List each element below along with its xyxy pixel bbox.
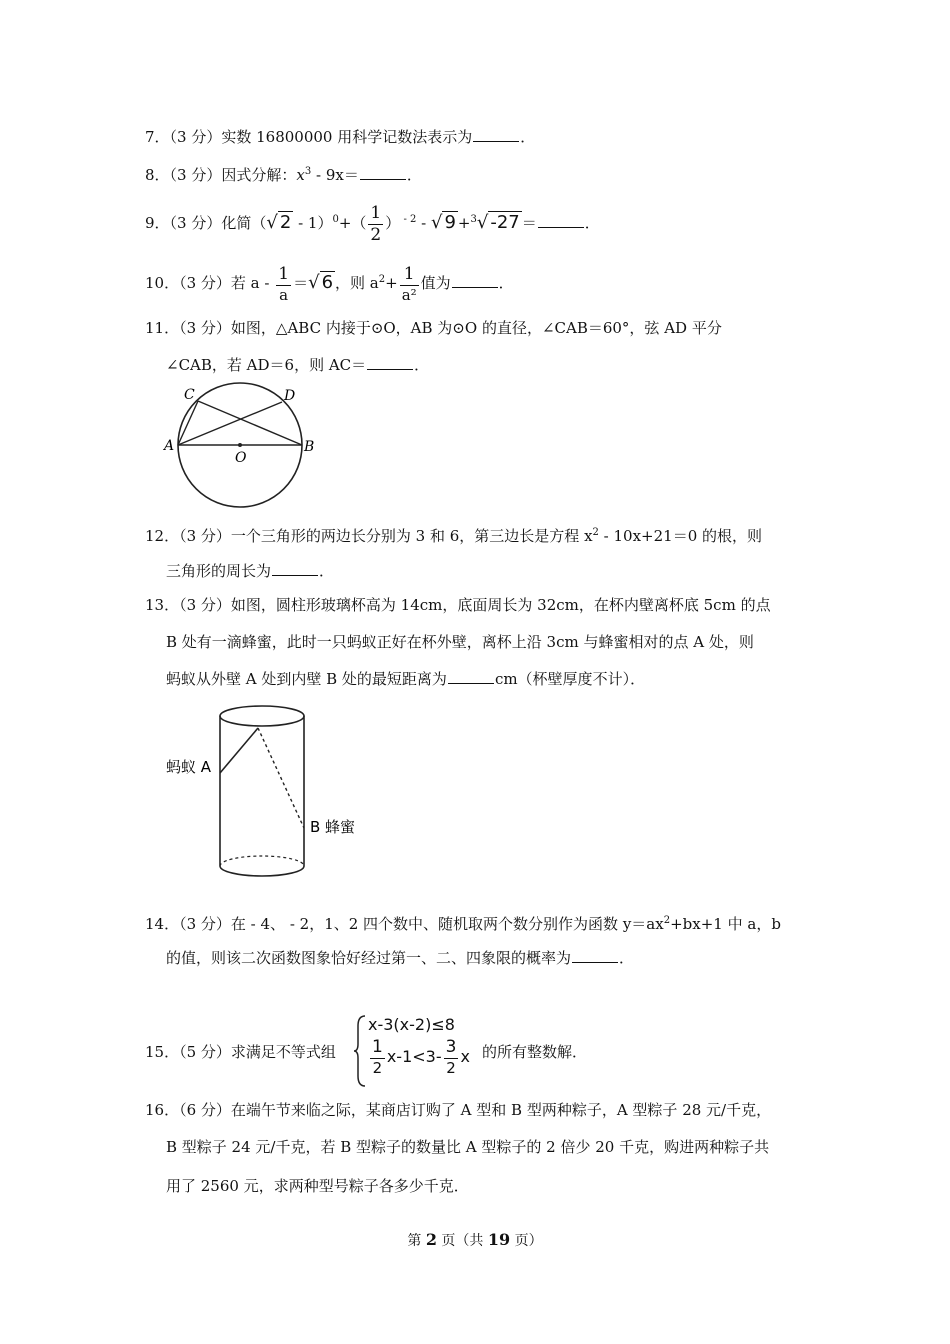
label-a: A <box>164 438 175 454</box>
math-expr: - 9x＝ <box>311 166 359 184</box>
question-score: （6 分） <box>179 1101 231 1119</box>
question-end: ． <box>498 274 514 292</box>
fraction-numerator: 1 <box>370 202 382 223</box>
question-11 <box>145 318 722 338</box>
question-13 <box>145 595 771 615</box>
question-14-line-2 <box>166 948 634 968</box>
answer-blank <box>452 273 498 288</box>
fraction <box>276 263 291 304</box>
circle-figure <box>160 380 330 510</box>
answer-blank <box>360 165 406 180</box>
question-text: cm（杯壁厚度不计）． <box>494 670 646 688</box>
sqrt-sign: √ <box>476 212 489 233</box>
math-expr: +（ <box>338 214 367 232</box>
fraction-numerator: 1 <box>278 263 290 284</box>
inequality-1: x-3(x-2)≤8 <box>368 1015 455 1034</box>
question-9 <box>145 202 600 244</box>
question-text: 用了 2560 元，求两种型号粽子各多少千克． <box>166 1177 469 1195</box>
radicand: 2 <box>279 212 292 233</box>
question-end: ． <box>584 214 600 232</box>
question-text: ∠CAB，若 AD＝6，则 AC＝ <box>166 356 367 374</box>
cylinder-figure <box>160 700 380 890</box>
question-score: （3 分） <box>179 274 231 292</box>
math-expr: ） <box>385 214 401 232</box>
radicand: -27 <box>490 212 520 233</box>
question-end: ． <box>406 166 422 184</box>
fraction-denominator: 2 <box>446 1059 456 1077</box>
question-number: 16． <box>145 1101 180 1119</box>
exponent: 2 <box>378 274 386 285</box>
sqrt-sign: √ <box>308 272 320 293</box>
math-expr: x-1<3- <box>386 1047 442 1066</box>
question-score: （5 分） <box>179 1043 231 1061</box>
question-13-line-2 <box>166 632 754 652</box>
page-number: 2 <box>425 1230 437 1249</box>
question-number: 11． <box>145 319 180 337</box>
question-12-line-2 <box>166 561 334 581</box>
footer-text: 页） <box>510 1233 543 1249</box>
question-11-line-2 <box>166 355 429 375</box>
fraction-denominator: 2 <box>372 1059 383 1077</box>
math-expr: - 1） <box>293 214 333 232</box>
answer-blank <box>538 213 584 228</box>
question-number: 15． <box>145 1043 180 1061</box>
exponent: - 2 <box>400 214 417 225</box>
cylinder-top <box>220 706 304 726</box>
question-text: B 处有一滴蜂蜜，此时一只蚂蚁正好在杯外壁，离杯上沿 3cm 与蜂蜜相对的点 A 处，则 <box>166 633 754 651</box>
question-10 <box>145 260 514 303</box>
math-expr: + <box>457 214 471 232</box>
question-text: 的值，则该二次函数图象恰好经过第一、二、四象限的概率为 <box>166 949 572 967</box>
answer-blank <box>473 127 519 142</box>
answer-blank <box>448 669 494 684</box>
question-text: 蚂蚁从外壁 A 处到内壁 B 处的最短距离为 <box>166 670 447 688</box>
cylinder-bottom-front <box>220 866 304 876</box>
question-score: （3 分） <box>179 596 231 614</box>
chord-ad <box>178 402 282 445</box>
math-expr: + <box>385 274 398 292</box>
question-score: （3 分） <box>179 915 231 933</box>
exponent: 0 <box>332 214 339 225</box>
question-score: （3 分） <box>169 214 222 232</box>
exponent: 2 <box>663 915 671 926</box>
question-15 <box>145 1042 336 1062</box>
question-score: （3 分） <box>169 166 222 184</box>
exponent: 3 <box>304 166 312 177</box>
question-end: ． <box>319 562 335 580</box>
fraction-denominator: 2 <box>370 224 382 245</box>
question-text: 如图，△ABC 内接于⊙O，AB 为⊙O 的直径，∠CAB＝60°，弦 AD 平分 <box>230 319 722 337</box>
label-b: B <box>304 439 315 455</box>
math-var: x <box>296 166 305 184</box>
question-text: 化简（ <box>221 214 267 232</box>
fraction-denominator: a <box>279 285 289 304</box>
fraction <box>400 263 419 304</box>
question-8 <box>145 162 422 185</box>
question-text: B 型粽子 24 元/千克，若 B 型粽子的数量比 A 型粽子的 2 倍少 20 千克，购进两种粽子共 <box>166 1138 770 1156</box>
question-text: 求满足不等式组 <box>230 1043 336 1061</box>
question-text: 如图，圆柱形玻璃杯高为 14cm，底面周长为 32cm，在杯内壁离杯底 5cm 的点 <box>230 596 771 614</box>
sqrt-sign: √ <box>430 212 443 233</box>
question-score: （3 分） <box>169 128 222 146</box>
page-footer <box>0 1230 950 1250</box>
brace-icon <box>352 1014 368 1088</box>
question-number: 10． <box>145 274 180 292</box>
math-expr: ＝ <box>293 274 309 292</box>
honey-path <box>258 728 304 828</box>
inequality-2 <box>368 1039 470 1076</box>
center-point <box>238 443 242 447</box>
answer-blank <box>367 355 413 370</box>
label-d: D <box>284 388 296 404</box>
radicand: 9 <box>444 212 456 233</box>
question-text: 在 - 4、 - 2，1、2 四个数中、随机取两个数分别作为函数 y＝ax <box>230 915 664 933</box>
chord-cb <box>198 401 302 445</box>
math-expr: ＝ <box>521 214 537 232</box>
question-7 <box>145 127 535 147</box>
answer-blank <box>272 561 318 576</box>
question-16-line-2 <box>166 1137 769 1157</box>
math-expr: - <box>416 214 431 232</box>
question-text: 三角形的周长为 <box>166 562 272 580</box>
label-ant: 蚂蚁 A <box>166 758 212 776</box>
question-number: 12． <box>145 527 180 545</box>
fraction <box>368 202 383 245</box>
footer-text: 第 <box>407 1233 426 1249</box>
question-14 <box>145 911 781 934</box>
question-16 <box>145 1100 771 1120</box>
footer-text: 页（共 <box>436 1233 488 1249</box>
question-number: 14． <box>145 915 180 933</box>
question-number: 13． <box>145 596 180 614</box>
question-number: 9． <box>145 214 170 232</box>
question-end: ． <box>619 949 635 967</box>
sqrt-sign: √ <box>266 212 278 233</box>
exponent: 2 <box>592 527 599 538</box>
question-number: 8． <box>145 166 170 184</box>
question-text: +bx+1 中 a，b <box>670 915 781 933</box>
question-end: ． <box>414 356 430 374</box>
answer-blank <box>572 948 618 963</box>
question-15-end: 的所有整数解． <box>482 1043 588 1061</box>
inequality-system <box>368 1015 470 1076</box>
question-number: 7． <box>145 128 170 146</box>
label-o: O <box>235 450 247 466</box>
question-score: （3 分） <box>179 319 231 337</box>
math-expr: x <box>460 1047 470 1066</box>
ant-path <box>220 728 258 773</box>
question-12 <box>145 523 762 546</box>
question-text: 因式分解： <box>221 166 297 184</box>
fraction-denominator: a² <box>401 285 417 304</box>
math-expr: 若 a - <box>230 274 275 292</box>
fraction-numerator: 3 <box>445 1037 457 1057</box>
root-index: 3 <box>470 214 477 225</box>
fraction-numerator: 1 <box>372 1037 383 1057</box>
question-text: 值为 <box>420 274 451 292</box>
question-text: - 10x+21＝0 的根，则 <box>598 527 763 545</box>
page-total: 19 <box>487 1230 511 1249</box>
label-c: C <box>184 387 195 403</box>
radicand: 6 <box>321 272 334 293</box>
question-text: 实数 16800000 用科学记数法表示为 <box>221 128 473 146</box>
question-text: 一个三角形的两边长分别为 3 和 6，第三边长是方程 x <box>230 527 593 545</box>
label-honey: B 蜂蜜 <box>310 818 356 836</box>
question-end: ． <box>520 128 536 146</box>
question-text: 在端午节来临之际，某商店订购了 A 型和 B 型两种粽子，A 型粽子 28 元/千克， <box>230 1101 772 1119</box>
fraction <box>444 1039 459 1076</box>
fraction-numerator: 1 <box>400 266 419 286</box>
fraction <box>370 1039 385 1076</box>
cylinder-bottom-back <box>220 856 304 866</box>
math-expr: ，则 a <box>335 274 379 292</box>
question-score: （3 分） <box>179 527 231 545</box>
question-13-line-3 <box>166 669 645 689</box>
question-16-line-3 <box>166 1176 469 1196</box>
